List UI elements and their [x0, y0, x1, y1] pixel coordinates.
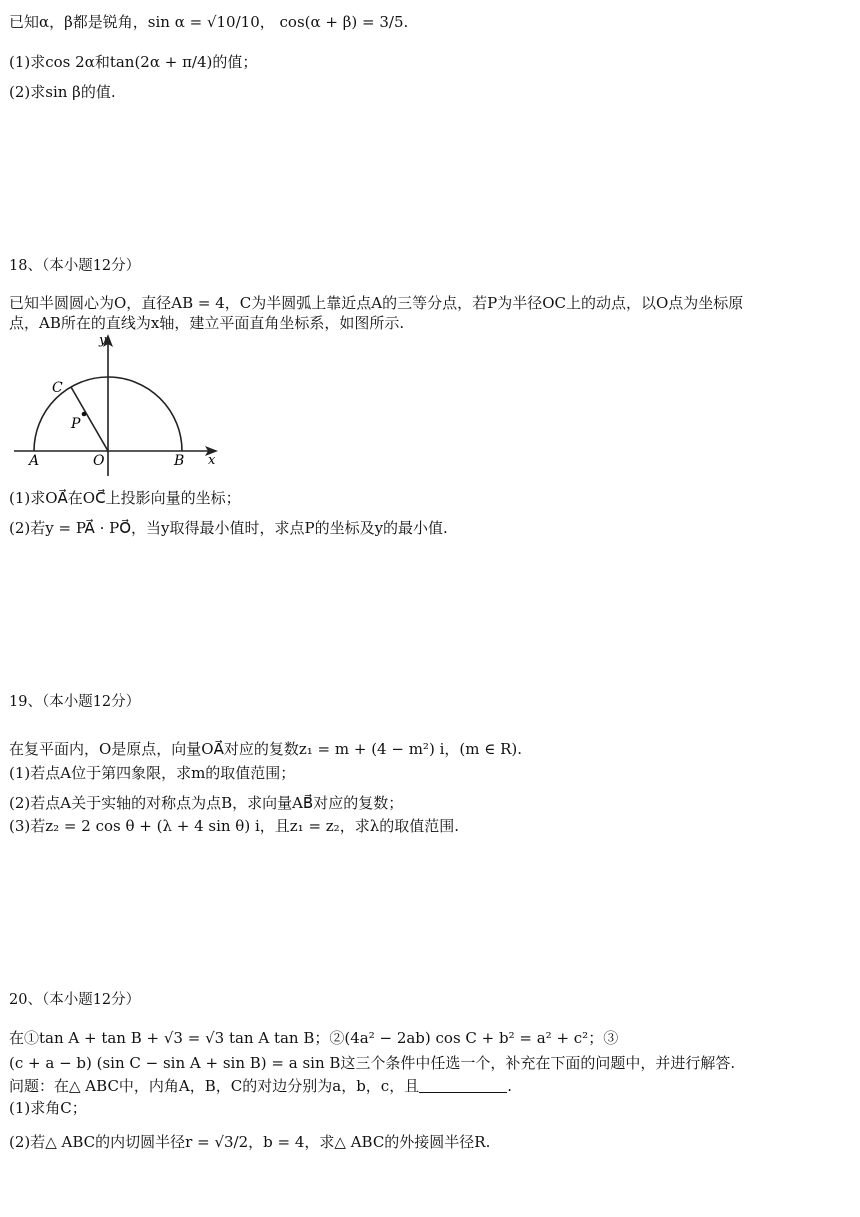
q18-header: 18、（本小题12分） [9, 258, 141, 274]
q19-header: 19、（本小题12分） [9, 694, 141, 710]
q18-part2: (2)若y = PA⃗ · PO⃗，当y取得最小值时，求点P的坐标及y的最小值. [9, 519, 448, 537]
q20-part1: (1)求角C； [9, 1099, 87, 1117]
q20-header: 20、（本小题12分） [9, 992, 141, 1008]
label-a: A [29, 453, 40, 469]
label-b: B [174, 453, 185, 469]
q19-part3: (3)若z₂ = 2 cos θ + (λ + 4 sin θ) i，且z₁ = z₂，求λ的取值范围. [9, 817, 459, 835]
q20-stem-line2: (c + a − b) (sin C − sin A + sin B) = a sin B这三个条件中任选一个，补充在下面的问题中，并进行解答. [9, 1054, 736, 1072]
q20-problem-text: 问题：在△ ABC中，内角A，B，C的对边分别为a，b，c，且 [9, 1077, 420, 1095]
q19-part2: (2)若点A关于实轴的对称点为点B，求向量AB⃗对应的复数； [9, 794, 404, 812]
label-y: y [99, 333, 107, 348]
q17-part2: (2)求sin β的值. [9, 83, 116, 101]
point-p [82, 412, 87, 417]
label-x: x [208, 453, 216, 468]
semicircle-figure [8, 330, 223, 480]
label-o: O [93, 453, 105, 469]
q18-part1: (1)求OA⃗在OC⃗上投影向量的坐标； [9, 489, 241, 507]
q19-part1: (1)若点A位于第四象限，求m的取值范围； [9, 764, 296, 782]
q20-stem-line3 [9, 1076, 512, 1096]
label-p: P [71, 416, 81, 432]
q18-stem-line2: 点，AB所在的直线为x轴，建立平面直角坐标系，如图所示. [9, 314, 405, 332]
q20-stem-line1: 在①tan A + tan B + √3 = √3 tan A tan B；②(4a² − 2ab) cos C + b² = a² + c²；③ [9, 1029, 619, 1047]
label-c: C [52, 380, 63, 396]
q18-stem-line1: 已知半圆圆心为O，直径AB = 4，C为半圆弧上靠近点A的三等分点，若P为半径OC上的动点，以O点为坐标原 [9, 294, 744, 312]
answer-blank[interactable] [419, 1078, 507, 1093]
q20-part2: (2)若△ ABC的内切圆半径r = √3/2，b = 4，求△ ABC的外接圆半径R. [9, 1133, 491, 1151]
q19-stem: 在复平面内，O是原点，向量OA⃗对应的复数z₁ = m + (4 − m²) i，(m ∈ R). [9, 740, 522, 758]
q17-line1: 已知α，β都是锐角，sin α = √10/10， cos(α + β) = 3/5. [9, 13, 409, 31]
q20-problem-end: . [507, 1077, 512, 1095]
q17-part1: (1)求cos 2α和tan(2α + π/4)的值； [9, 53, 258, 71]
